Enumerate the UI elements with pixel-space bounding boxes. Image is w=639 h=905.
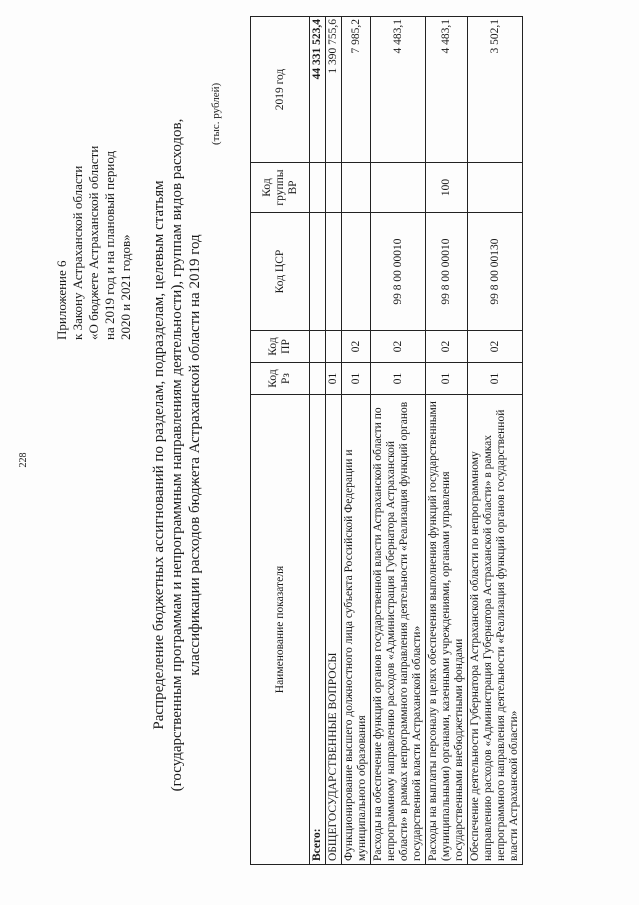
appendix-header: [54, 30, 134, 340]
title-line: классификации расходов бюджета Астраханской области на 2019 год: [187, 234, 203, 676]
row-vr: [326, 163, 342, 213]
appendix-line: на 2019 год и на плановый период: [102, 150, 117, 340]
row-name: Обеспечение деятельности Губернатора Астраханской области по непрограммному направлению расходов «Администрация Губернатора Астраханской области» в рамках непрограммного направления деятельности «Реализация функций органов государственной власти Астраханской области»: [468, 395, 523, 865]
row-rz: 01: [426, 363, 468, 395]
row-name: Расходы на выплаты персоналу в целях обеспечения выполнения функций государственными (муниципальными) органами, казенными учреждениями, органами управления государственными внебюджетными фондами: [426, 395, 468, 865]
row-rz: 01: [326, 363, 342, 395]
table-row: [468, 17, 523, 865]
table-header-row: [251, 17, 310, 865]
row-rz: [310, 363, 326, 395]
table-row: [326, 17, 342, 865]
row-rz: 01: [371, 363, 426, 395]
appendix-line: к Закону Астраханской области: [70, 165, 85, 340]
row-sum: 3 502,1: [468, 17, 523, 163]
row-rz: 01: [342, 363, 371, 395]
title-line: Распределение бюджетных ассигнований по разделам, подразделам, целевым статьям: [151, 180, 167, 730]
appendix-line: «О бюджете Астраханской области: [86, 145, 101, 340]
row-vr: [371, 163, 426, 213]
table-row: [342, 17, 371, 865]
row-name: Функционирование высшего должностного лица субъекта Российской Федерации и муниципального образования: [342, 395, 371, 865]
header-name: Наименование показателя: [251, 395, 310, 865]
row-sum: 44 331 523,4: [310, 17, 326, 163]
header-vr: Код группы ВР: [251, 163, 310, 213]
row-vr: [342, 163, 371, 213]
row-csr: 99 8 00 00130: [468, 213, 523, 331]
row-rz: 01: [468, 363, 523, 395]
units-note: (тыс. рублей): [210, 82, 222, 145]
row-vr: [310, 163, 326, 213]
row-vr: 100: [426, 163, 468, 213]
appendix-line: Приложение 6: [54, 260, 69, 340]
row-csr: 99 8 00 00010: [371, 213, 426, 331]
document-title: [150, 45, 204, 865]
row-pr: 02: [342, 331, 371, 363]
row-name: Расходы на обеспечение функций органов государственной власти Астраханской области по непрограммному направлению расходов «Администрация Губернатора Астраханской области» в рамках непрограммного направления деятельности «Реализация функций органов государственной власти Астраханской области»: [371, 395, 426, 865]
table-row: [371, 17, 426, 865]
title-line: (государственным программам и непрограммным направлениям деятельности), группам видов расходов,: [169, 118, 185, 792]
row-sum: 4 483,1: [371, 17, 426, 163]
header-rz: Код Рз: [251, 363, 310, 395]
row-sum: 4 483,1: [426, 17, 468, 163]
row-sum: 7 985,2: [342, 17, 371, 163]
table-row: [426, 17, 468, 865]
row-name: Всего:: [310, 395, 326, 865]
row-pr: 02: [426, 331, 468, 363]
row-csr: [310, 213, 326, 331]
row-pr: 02: [468, 331, 523, 363]
row-csr: [342, 213, 371, 331]
header-csr: Код ЦСР: [251, 213, 310, 331]
row-csr: [326, 213, 342, 331]
row-pr: [326, 331, 342, 363]
header-pr: Код ПР: [251, 331, 310, 363]
row-pr: 02: [371, 331, 426, 363]
appendix-line: 2020 и 2021 годов»: [118, 234, 133, 340]
header-sum: 2019 год: [251, 17, 310, 163]
row-vr: [468, 163, 523, 213]
page-number: 228: [18, 452, 29, 468]
table-row: [310, 17, 326, 865]
row-pr: [310, 331, 326, 363]
row-sum: 1 390 755,6: [326, 17, 342, 163]
row-csr: 99 8 00 00010: [426, 213, 468, 331]
budget-table: [250, 16, 523, 865]
row-name: ОБЩЕГОСУДАРСТВЕННЫЕ ВОПРОСЫ: [326, 395, 342, 865]
